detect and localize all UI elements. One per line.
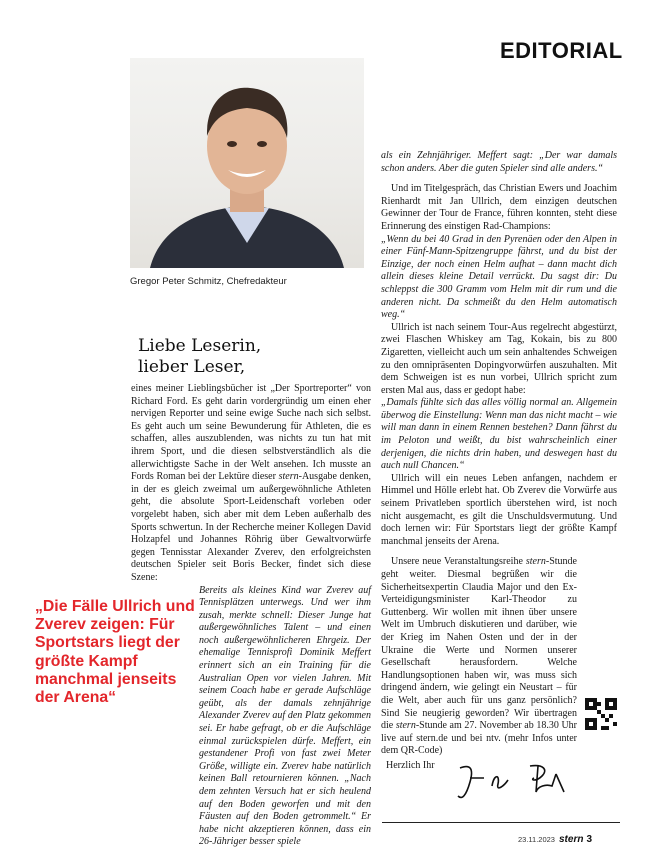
conclusion-paragraph: Ullrich will ein neues Leben anfangen, nachdem er Himmel und Hölle erlebt hat. Ob Zverev die Vorwürfe aus seinem Privatleben sportlich überstehen wird, ist noch nicht ausgemacht, es gilt die Unschuldsvermutung. Und doch lernen wir: Für Sportstars liegt der größte Kampf manchmal jenseits der Arena. xyxy=(381,472,617,547)
pull-quote: „Die Fälle Ullrich und Zverev zeigen: Für Sportstars liegt der größte Kampf manchmal jenseits der Arena“ xyxy=(35,598,195,707)
salutation-headline xyxy=(138,336,261,378)
signature-image xyxy=(452,756,592,806)
zverev-excerpt-continued: als ein Zehnjähriger. Meffert sagt: „Der war damals schon anders. Aber die guten Spieler sind alle anders.“ xyxy=(381,150,617,174)
qr-code-icon[interactable] xyxy=(585,698,617,730)
salutation-line-1: Liebe Leserin, xyxy=(138,336,262,356)
magazine-brand: stern xyxy=(558,834,584,845)
ullrich-paragraph: Und im Titelgespräch, das Christian Ewers und Joachim Rienhardt mit Jan Ullrich, dem einzigen deutschen Gewinner der Tour de France, führen konnten, steht diese Erinnerung des einstigen Rad-Champions: xyxy=(381,183,617,232)
portrait-image xyxy=(130,58,364,268)
greeting: Herzlich Ihr xyxy=(386,760,435,771)
photo-caption: Gregor Peter Schmitz, Chefredakteur xyxy=(130,276,287,287)
intro-paragraph: eines meiner Lieblingsbücher ist „Der Sportreporter“ von Richard Ford. Es geht darin vordergründig um einen eher nervigen Reporter und seine ewige Suche nach sich selbst. Es geht auch um seine Bewunderung für Athleten, die es schaffen, alles auszublenden, was nichts zu tun hat mit ihrem Sport, und die diesen selbstverständlich als die allerwichtigste Sache in der Welt ansehen. Ich musste an Fords Roman bei der Lektüre dieser stern-Ausgabe denken, in der es gleich zweimal um außergewöhnliche Athleten geht, die absolute Sport-Leidenschaft vorleben oder vorgelebt haben, sich aber mit dem Leben außerhalb des Sports schwertun. In der Recherche meiner Kollegen David Holzapfel und Johannes Röhrig über Gewaltvorwürfe gegen Tennisstar Alexander Zverev, den erfolgreichsten deutschen Spieler seit Boris Becker, findet sich diese Szene: xyxy=(131,383,371,583)
section-title: EDITORIAL xyxy=(500,38,623,63)
author-photo xyxy=(130,58,364,268)
issue-date: 23.11.2023 xyxy=(518,835,555,844)
footer-divider xyxy=(382,822,620,823)
ullrich-doping-paragraph: Ullrich ist nach seinem Tour-Aus regelrecht abgestürzt, zwei Flaschen Whiskey am Tag, Kokain, bis zu 800 Zigaretten, vielleicht auch um sein anhaltendes Schweigen zu den omnipräsenten Dopingvorwürfen auszuhalten. Mit dem Schweigen ist es nun vorbei, Ullrich spricht zum ersten Mal aus, dass er gedopt habe: xyxy=(381,321,617,396)
salutation-line-2: lieber Leser, xyxy=(138,357,246,377)
event-paragraph: Unsere neue Veranstaltungsreihe stern-Stunde geht weiter. Diesmal begrüßen wir die Sicherheitsexpertin Claudia Major und den Ex-Verteidigungsminister Karl-Theodor zu Guttenberg. Wir wollen mit ihnen über unsere Welt im Umbruch diskutieren und darüber, wie der Krieg im Nahen Osten und der in der Ukraine die Werte und Normen unserer Gesellschaft herausfordern. Welche Handlungsoptionen haben wir, was muss sich dringend ändern, wie gelingt ein Neustart – für die Welt, aber auch für uns ganz persönlich? Sind Sie neugierig geworden? Wir übertragen die stern-Stunde am 27. November ab 18.30 Uhr live auf stern.de und bei ntv. (mehr Infos unter dem QR-Code) xyxy=(381,556,577,757)
ullrich-quote: „Wenn du bei 40 Grad in den Pyrenäen oder den Alpen in einer Fünf-Mann-Spitzengruppe fährst, und du bist der Einzige, der noch einen Helm aufhat – dann macht dich allein dieses kleine Detail verrückt. Du sagst dir: Du schleppst die 300 Gramm vom Helm mit dir rum und die anderen nicht. Da schmeißt du den Helm automatisch weg.“ xyxy=(381,233,617,321)
right-column xyxy=(381,150,617,758)
page-number: 3 xyxy=(586,834,592,845)
page-footer xyxy=(518,834,592,845)
zverev-excerpt: Bereits als kleines Kind war Zverev auf Tennisplätzen unterwegs. Und wer ihm zusah, merkte schnell: Dieser Junge hat außergewöhnliches Talent – und einen noch außergewöhnlicheren Ehrgeiz. Der ehemalige Tennisprofi Dominik Meffert erinnert sich an ein Training für die Australian Open vor vielen Jahren. Mit seinem Coach habe er gerade Aufschläge geübt, als der damals zehnjährige Alexander Zverev auf den Platz gekommen sei. Er habe gefragt, ob er die Aufschläge einmal zurückspielen dürfe. Meffert, ein gestandener Profi von fast zwei Meter Größe, willigte ein. Zverev habe natürlich keinen Ball retournieren können. „Nach dem zehnten Versuch hat er sich heulend auf den Boden geworfen und mit den Fäusten auf den Boden getrommelt.“ Er habe nicht akzeptieren können, dass ein 26-Jähriger besser spiele xyxy=(199,584,371,848)
ullrich-doping-quote: „Damals fühlte sich das alles völlig normal an. Allgemein überwog die Einstellung: Wenn man das nicht macht – wie will man dann in einem Rennen bestehen? Dann fährst du im Peloton und weißt, du bist wahrscheinlich einer derjenigen, die nichts drin haben, und deswegen hast du auch null Chancen.“ xyxy=(381,397,617,472)
